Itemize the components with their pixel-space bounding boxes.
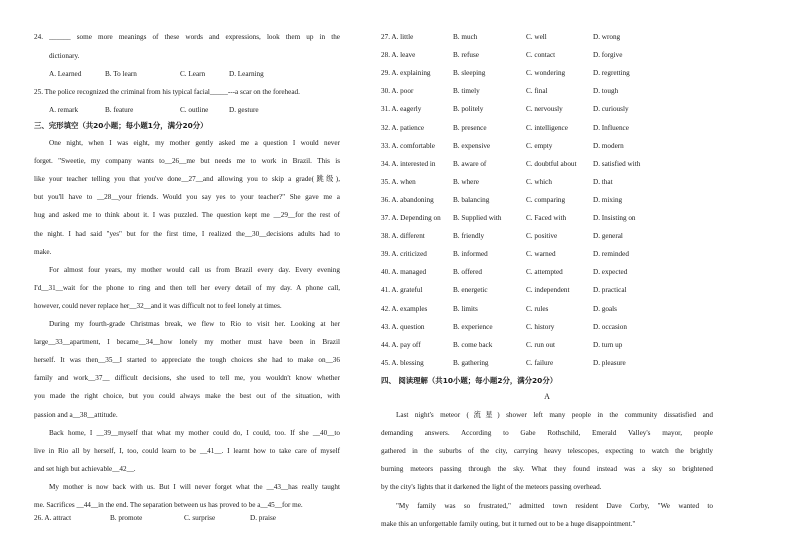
option-a[interactable]: 45. A. blessing bbox=[381, 358, 424, 367]
option-b[interactable]: B. To learn bbox=[105, 70, 137, 78]
option-d[interactable]: D. general bbox=[593, 232, 623, 241]
option-a[interactable]: 31. A. eagerly bbox=[381, 105, 422, 114]
option-d[interactable]: D. gesture bbox=[229, 106, 259, 114]
passage-line: large__33__apartment, I became__34__how lonely my mother must have been in Brazil bbox=[34, 338, 340, 347]
passage-line: I'd__31__wait for the phone to ring and then tell her every detail of my day. A phone call, bbox=[34, 283, 340, 292]
option-a[interactable]: 38. A. different bbox=[381, 232, 425, 241]
option-c[interactable]: C. contact bbox=[526, 51, 556, 60]
passage-line: demanding answers. According to Gabe Rothschild, Emerald Valley's mayor, people bbox=[381, 429, 713, 438]
question-25-text: 25. The police recognized the criminal from his typical facial_____---a scar on the forehead. bbox=[34, 88, 300, 96]
option-b[interactable]: B. energetic bbox=[453, 286, 488, 295]
option-b[interactable]: B. presence bbox=[453, 123, 487, 132]
passage-line: During my fourth-grade Christmas break, we flew to Rio to visit her. Looking at her bbox=[49, 320, 340, 328]
option-d[interactable]: D. Learning bbox=[229, 70, 264, 78]
option-c[interactable]: C. doubtful about bbox=[526, 159, 577, 168]
option-d[interactable]: D. goals bbox=[593, 304, 617, 313]
passage-line: herself. It was then__35__I started to appreciate the tough choices she had to make on__36 bbox=[34, 356, 340, 365]
option-b[interactable]: B. offered bbox=[453, 268, 483, 277]
option-b[interactable]: B. where bbox=[453, 177, 479, 186]
option-d[interactable]: D. turn up bbox=[593, 340, 623, 349]
option-b[interactable]: B. refuse bbox=[453, 51, 479, 60]
option-c[interactable]: C. positive bbox=[526, 232, 558, 241]
option-d[interactable]: D. Influence bbox=[593, 123, 629, 132]
option-b[interactable]: B. aware of bbox=[453, 159, 487, 168]
option-d[interactable]: D. satisfied with bbox=[593, 159, 641, 168]
option-c[interactable]: C. empty bbox=[526, 141, 553, 150]
option-c[interactable]: C. outline bbox=[180, 106, 209, 114]
option-d[interactable]: D. praise bbox=[250, 514, 276, 522]
option-c[interactable]: C. Learn bbox=[180, 70, 206, 78]
option-d[interactable]: D. modern bbox=[593, 141, 624, 150]
option-a[interactable]: 41. A. grateful bbox=[381, 286, 423, 295]
option-c[interactable]: C. rules bbox=[526, 304, 549, 313]
option-d[interactable]: D. pleasure bbox=[593, 358, 626, 367]
passage-line: One night, when I was eight, my mother gently asked me a question I would never bbox=[49, 139, 340, 147]
passage-line: and set high but achievable__42__. bbox=[34, 464, 136, 473]
passage-line: however, could never replace her__32__and it was difficult not to feel lonely at times. bbox=[34, 301, 282, 310]
question-24-text: 24. ______ some more meanings of these words and expressions, look them up in the bbox=[34, 33, 340, 41]
passage-a-label: A bbox=[544, 392, 550, 401]
option-d[interactable]: D. practical bbox=[593, 286, 627, 295]
passage-line: like your teacher telling you that you've done__27__and allowing you to skip a grade(跳级), bbox=[34, 175, 340, 184]
option-a[interactable]: 43. A. question bbox=[381, 322, 425, 331]
option-a[interactable]: 34. A. interested in bbox=[381, 159, 436, 168]
section-4-heading: 四、 阅读理解（共10小题；每小题2分，满分20分） bbox=[381, 376, 558, 385]
option-d[interactable]: D. wrong bbox=[593, 33, 621, 41]
option-c[interactable]: C. history bbox=[526, 322, 555, 331]
option-c[interactable]: C. wondering bbox=[526, 69, 566, 78]
option-c[interactable]: C. Faced with bbox=[526, 214, 567, 222]
option-b[interactable]: B. expensive bbox=[453, 141, 491, 150]
question-24-text-continued: dictionary. bbox=[49, 52, 80, 60]
option-c[interactable]: C. surprise bbox=[184, 514, 216, 522]
passage-line: by the city's lights that it darkened the light of the meteors passing overhead. bbox=[381, 483, 602, 492]
option-d[interactable]: D. that bbox=[593, 177, 613, 186]
option-b[interactable]: B. feature bbox=[105, 106, 134, 114]
option-d[interactable]: D. mixing bbox=[593, 195, 623, 204]
option-a[interactable]: 28. A. leave bbox=[381, 51, 416, 60]
option-b[interactable]: B. gathering bbox=[453, 358, 489, 367]
option-b[interactable]: B. Supplied with bbox=[453, 214, 502, 222]
passage-line: Back home, I __39__myself that what my mother could do, I could, too. If she __40__to bbox=[49, 428, 340, 437]
option-c[interactable]: C. attempted bbox=[526, 268, 563, 277]
passage-line: My mother is now back with us. But I will never forget what the __43__has really taught bbox=[49, 482, 340, 491]
option-b[interactable]: B. balancing bbox=[453, 195, 490, 204]
option-c[interactable]: C. intelligence bbox=[526, 123, 568, 132]
option-b[interactable]: B. much bbox=[453, 33, 478, 41]
option-a[interactable]: 44. A. pay off bbox=[381, 340, 421, 349]
passage-line: Last night's meteor (流星) shower left many people in the community dissatisfied and bbox=[396, 411, 713, 419]
option-b[interactable]: B. sleeping bbox=[453, 69, 486, 78]
passage-line: family and work__37__ difficult decisions, she used to tell me, you wouldn't know whether bbox=[34, 374, 340, 383]
option-a[interactable]: 29. A. explaining bbox=[381, 69, 431, 78]
option-a[interactable]: 39. A. criticized bbox=[381, 250, 427, 259]
option-a[interactable]: 35. A. when bbox=[381, 177, 416, 186]
option-d[interactable]: D. forgive bbox=[593, 51, 623, 60]
option-d[interactable]: D. expected bbox=[593, 268, 628, 277]
section-3-heading: 三、完形填空（共20小题；每小题1分，满分20分） bbox=[34, 121, 208, 130]
passage-line: but you'll have to __28__your friends. Would you say yes to your teacher?" She gave me a bbox=[34, 193, 340, 202]
option-c[interactable]: C. failure bbox=[526, 358, 554, 367]
option-b[interactable]: B. experience bbox=[453, 322, 493, 331]
passage-line: forget. "Sweetie, my company wants to__26__me but needs me to work in Brazil. This is bbox=[34, 157, 340, 166]
option-a[interactable]: 42. A. examples bbox=[381, 304, 428, 313]
passage-line: burning meteors passing through the sky. What they found instead was a sky so brightened bbox=[381, 465, 713, 474]
option-d[interactable]: D. regretting bbox=[593, 69, 630, 78]
option-d[interactable]: D. Insisting on bbox=[593, 214, 636, 222]
passage-line: gathered in the suburbs of the city, carrying heavy telescopes, expecting to watch the brightly bbox=[381, 447, 713, 456]
option-a[interactable]: 27. A. little bbox=[381, 33, 414, 41]
passage-line: passion and a__38__attitude. bbox=[34, 410, 118, 419]
option-c[interactable]: C. which bbox=[526, 177, 552, 186]
passage-line: you made the right choice, but you could always make the best out of the situation, with bbox=[34, 392, 340, 401]
passage-line: me. Sacrifices __44__in the end. The separation between us has proved to be a__45__for me. bbox=[34, 501, 303, 509]
option-a[interactable]: 36. A. abandoning bbox=[381, 195, 434, 204]
option-b[interactable]: B. come back bbox=[453, 340, 493, 349]
option-b[interactable]: B. informed bbox=[453, 250, 488, 259]
option-c[interactable]: C. independent bbox=[526, 286, 570, 295]
option-a[interactable]: A. Learned bbox=[49, 70, 82, 78]
passage-line: "My family was so frustrated," admitted town resident Dave Corby, "We wanted to bbox=[396, 501, 713, 510]
option-b[interactable]: B. friendly bbox=[453, 232, 485, 241]
passage-line: live in Rio all by herself, I, too, could learn to be __41__. I learnt how to take care of myself bbox=[34, 446, 340, 455]
option-c[interactable]: C. well bbox=[526, 33, 547, 41]
option-a[interactable]: 33. A. comfortable bbox=[381, 141, 435, 150]
passage-line: make this an unforgettable family outing, but it turned out to be a huge disappointment." bbox=[381, 519, 636, 528]
option-a[interactable]: 30. A. poor bbox=[381, 87, 414, 96]
option-b[interactable]: B. promote bbox=[110, 514, 143, 522]
option-c[interactable]: C. final bbox=[526, 87, 548, 96]
option-d[interactable]: D. occasion bbox=[593, 322, 627, 331]
option-d[interactable]: D. reminded bbox=[593, 250, 629, 259]
option-d[interactable]: D. curiously bbox=[593, 105, 629, 114]
option-d[interactable]: D. tough bbox=[593, 87, 619, 96]
passage-line: make. bbox=[34, 247, 52, 256]
option-c[interactable]: C. run out bbox=[526, 340, 555, 349]
passage-line: the night. I had said "yes" but for the first time, I realized the__30__decisions adults had to bbox=[34, 229, 340, 238]
option-a[interactable]: 40. A. managed bbox=[381, 268, 427, 277]
option-b[interactable]: B. timely bbox=[453, 87, 480, 96]
option-b[interactable]: B. limits bbox=[453, 304, 478, 313]
option-b[interactable]: B. politely bbox=[453, 105, 484, 114]
option-c[interactable]: C. warned bbox=[526, 250, 556, 259]
passage-line: hug and asked me to think about it. I was puzzled. The question kept me __29__for the rest of bbox=[34, 211, 340, 220]
option-c[interactable]: C. nervously bbox=[526, 105, 563, 114]
option-a[interactable]: A. remark bbox=[49, 106, 79, 114]
option-a[interactable]: 26. A. attract bbox=[34, 514, 72, 522]
passage-line: For almost four years, my mother would call us from Brazil every day. Every evening bbox=[49, 265, 340, 274]
option-a[interactable]: 37. A. Depending on bbox=[381, 214, 441, 222]
option-a[interactable]: 32. A. patience bbox=[381, 123, 425, 132]
option-c[interactable]: C. comparing bbox=[526, 195, 566, 204]
